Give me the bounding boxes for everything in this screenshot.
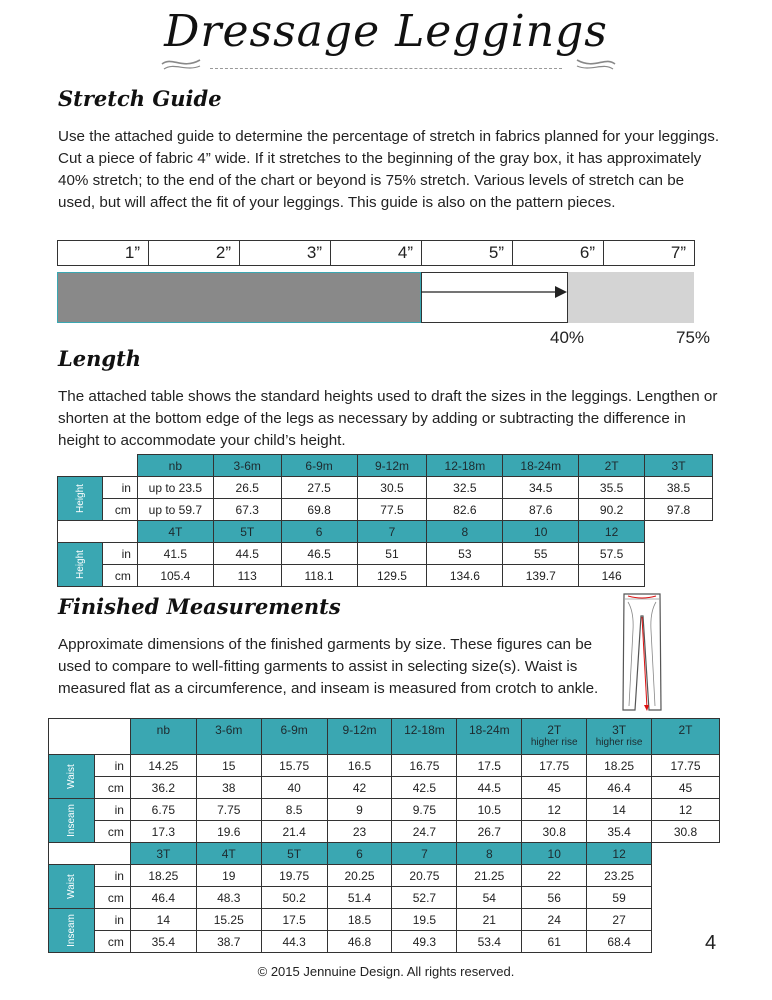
table-cell: 17.5 [261, 909, 327, 931]
table-cell: 12 [522, 799, 587, 821]
finished-measurements-heading: Finished Measurements [58, 594, 341, 619]
size-header: 12 [587, 843, 652, 865]
unit-label: in [94, 865, 130, 887]
stretch-arrow [421, 284, 569, 300]
table-cell: 14.25 [130, 755, 196, 777]
size-header: 18-24m [457, 719, 522, 755]
table-cell: up to 59.7 [137, 499, 213, 521]
page-number: 4 [705, 932, 717, 954]
table-cell: 90.2 [579, 499, 645, 521]
stretch-40-label: 40% [550, 328, 585, 347]
table-cell: 18.25 [587, 755, 652, 777]
finished-size-row [49, 719, 720, 755]
table-cell: 24.7 [392, 821, 457, 843]
right-swirl-ornament [575, 52, 617, 74]
table-cell: 69.8 [281, 499, 357, 521]
table-cell: 46.4 [587, 777, 652, 799]
table-cell: 30.5 [357, 477, 427, 499]
higher-rise-note: higher rise [595, 737, 643, 748]
height-size-row [58, 521, 713, 543]
size-header-higher-rise [587, 719, 652, 755]
height-cm-row [58, 565, 713, 587]
height-cm-row [58, 499, 713, 521]
table-cell: 50.2 [261, 887, 327, 909]
finished-size-row [49, 843, 720, 865]
ruler-mark: 2” [149, 241, 240, 265]
table-cell: 68.4 [587, 931, 652, 953]
unit-label: cm [94, 821, 130, 843]
size-header: 6-9m [261, 719, 327, 755]
table-cell: 17.5 [457, 755, 522, 777]
table-cell: 146 [579, 565, 645, 587]
size-header: 5T [261, 843, 327, 865]
size-header: 10 [503, 521, 579, 543]
waist-in-row [49, 865, 720, 887]
copyright-footer: © 2015 Jennuine Design. All rights reserved. [257, 964, 515, 979]
table-cell: 20.75 [392, 865, 457, 887]
size-header: 6-9m [281, 455, 357, 477]
size-header: 3-6m [196, 719, 261, 755]
table-cell: 32.5 [427, 477, 503, 499]
waist-side-label: Waist [49, 865, 95, 909]
table-cell: 9.75 [392, 799, 457, 821]
table-cell: 10.5 [457, 799, 522, 821]
table-cell: 15.25 [196, 909, 261, 931]
table-cell: 42.5 [392, 777, 457, 799]
table-cell: 38.7 [196, 931, 261, 953]
table-cell: 44.3 [261, 931, 327, 953]
table-cell: 46.5 [281, 543, 357, 565]
table-cell: 27.5 [281, 477, 357, 499]
table-cell: 7.75 [196, 799, 261, 821]
unit-label: cm [94, 887, 130, 909]
ruler-mark: 7” [670, 243, 686, 262]
leggings-diagram [620, 590, 664, 714]
higher-rise-note: higher rise [530, 737, 578, 748]
stretch-guide-paragraph: Use the attached guide to determine the percentage of stretch in fabrics planned for your leggings. Cut a piece of fabric 4” wide. If it stretches to the beginning of the gray box, it has approximately 40% stretch; to the end of the chart or beyond is 75% stretch. Various levels of stretch can be used, but will affect the fit of your leggings. This guide is also on the pattern pieces. [58, 128, 720, 211]
table-cell: 54 [457, 887, 522, 909]
table-cell: 44.5 [457, 777, 522, 799]
table-cell: 30.8 [652, 821, 720, 843]
ruler-mark: 1” [58, 241, 149, 265]
size-header: 2T [652, 719, 720, 755]
table-cell: 53.4 [457, 931, 522, 953]
table-cell: 67.3 [213, 499, 281, 521]
table-cell: 45 [522, 777, 587, 799]
table-cell: 51 [357, 543, 427, 565]
inseam-in-row [49, 909, 720, 931]
table-cell: 6.75 [130, 799, 196, 821]
table-cell: 46.8 [327, 931, 392, 953]
table-cell: 41.5 [137, 543, 213, 565]
table-cell: 26.5 [213, 477, 281, 499]
table-cell: 97.8 [645, 499, 713, 521]
inseam-cm-row [49, 821, 720, 843]
table-cell: 35.5 [579, 477, 645, 499]
table-cell: 34.5 [503, 477, 579, 499]
table-cell: 134.6 [427, 565, 503, 587]
inseam-side-label: Inseam [49, 909, 95, 953]
table-cell: 52.7 [392, 887, 457, 909]
table-cell: 21 [457, 909, 522, 931]
inseam-side-label: Inseam [49, 799, 95, 843]
table-cell: 16.5 [327, 755, 392, 777]
table-cell: 19.75 [261, 865, 327, 887]
stretch-gray-box [57, 272, 421, 323]
table-cell: 40 [261, 777, 327, 799]
table-cell: 57.5 [579, 543, 645, 565]
size-header: 2T [579, 455, 645, 477]
table-cell: 44.5 [213, 543, 281, 565]
table-cell: 17.75 [652, 755, 720, 777]
table-cell: 61 [522, 931, 587, 953]
table-cell: 14 [587, 799, 652, 821]
unit-label: in [94, 799, 130, 821]
table-cell: 105.4 [137, 565, 213, 587]
table-cell: 15 [196, 755, 261, 777]
table-cell: 38 [196, 777, 261, 799]
stretch-75-label: 75% [676, 328, 711, 347]
table-cell: 21.4 [261, 821, 327, 843]
table-cell: 8.5 [261, 799, 327, 821]
table-cell: 77.5 [357, 499, 427, 521]
table-cell: 55 [503, 543, 579, 565]
unit-label: cm [102, 565, 137, 587]
stretch-light-gray-box [568, 272, 694, 323]
unit-label: cm [102, 499, 137, 521]
table-cell: 118.1 [281, 565, 357, 587]
size-header: 8 [457, 843, 522, 865]
unit-label: in [102, 477, 137, 499]
height-in-row [58, 477, 713, 499]
height-side-label: Height [58, 543, 103, 587]
unit-label: cm [94, 777, 130, 799]
table-cell: 22 [522, 865, 587, 887]
size-header: 10 [522, 843, 587, 865]
height-table [57, 454, 713, 587]
title-underline [210, 68, 562, 69]
size-header: 12-18m [427, 455, 503, 477]
size-label: 2T [547, 723, 562, 737]
ruler-mark: 3” [240, 241, 331, 265]
table-cell: 35.4 [587, 821, 652, 843]
waist-in-row [49, 755, 720, 777]
table-cell: 45 [652, 777, 720, 799]
size-header: 9-12m [327, 719, 392, 755]
table-cell: 19.6 [196, 821, 261, 843]
table-cell: 27 [587, 909, 652, 931]
table-cell: 17.3 [130, 821, 196, 843]
table-cell: 56 [522, 887, 587, 909]
ruler-mark: 4” [331, 241, 422, 265]
table-cell: 51.4 [327, 887, 392, 909]
table-cell: 15.75 [261, 755, 327, 777]
table-cell: 38.5 [645, 477, 713, 499]
size-header: 4T [196, 843, 261, 865]
size-header: 6 [327, 843, 392, 865]
size-header: 3T [130, 843, 196, 865]
table-cell: 19.5 [392, 909, 457, 931]
waist-cm-row [49, 887, 720, 909]
height-side-label: Height [58, 477, 103, 521]
table-cell: up to 23.5 [137, 477, 213, 499]
table-cell: 87.6 [503, 499, 579, 521]
table-cell: 17.75 [522, 755, 587, 777]
size-header: 9-12m [357, 455, 427, 477]
finished-measurements-table [48, 718, 720, 953]
finished-measurements-paragraph: Approximate dimensions of the finished garments by size. These figures can be used to compare to well-fitting garments to assist in selecting size(s). Waist is measured flat as a circumference, and inseam is measured from crotch to ankle. [58, 636, 599, 697]
table-cell: 20.25 [327, 865, 392, 887]
waist-side-label: Waist [49, 755, 95, 799]
table-cell: 46.4 [130, 887, 196, 909]
size-header-higher-rise [522, 719, 587, 755]
ruler-mark: 6” [513, 241, 604, 265]
table-cell: 14 [130, 909, 196, 931]
page-title: Dressage Leggings [164, 6, 608, 57]
table-cell: 36.2 [130, 777, 196, 799]
unit-label: in [94, 909, 130, 931]
table-cell: 48.3 [196, 887, 261, 909]
unit-label: in [94, 755, 130, 777]
table-cell: 23.25 [587, 865, 652, 887]
table-cell: 113 [213, 565, 281, 587]
size-header: 18-24m [503, 455, 579, 477]
table-cell: 23 [327, 821, 392, 843]
table-cell: 26.7 [457, 821, 522, 843]
height-size-row [58, 455, 713, 477]
table-cell: 139.7 [503, 565, 579, 587]
unit-label: in [102, 543, 137, 565]
size-header: 12-18m [392, 719, 457, 755]
size-header: 7 [392, 843, 457, 865]
table-cell: 9 [327, 799, 392, 821]
table-cell: 30.8 [522, 821, 587, 843]
size-label: 3T [612, 723, 627, 737]
size-header: nb [130, 719, 196, 755]
table-cell: 82.6 [427, 499, 503, 521]
table-cell: 59 [587, 887, 652, 909]
size-header: 6 [281, 521, 357, 543]
unit-label: cm [94, 931, 130, 953]
ruler-mark: 5” [422, 241, 513, 265]
table-cell: 24 [522, 909, 587, 931]
table-cell: 12 [652, 799, 720, 821]
size-header: 8 [427, 521, 503, 543]
table-cell: 18.5 [327, 909, 392, 931]
length-heading: Length [58, 346, 142, 371]
stretch-ruler [57, 240, 695, 266]
height-in-row [58, 543, 713, 565]
size-header: 4T [137, 521, 213, 543]
size-header: nb [137, 455, 213, 477]
table-cell: 19 [196, 865, 261, 887]
size-header: 5T [213, 521, 281, 543]
table-cell: 18.25 [130, 865, 196, 887]
length-paragraph: The attached table shows the standard heights used to draft the sizes in the leggings. Lengthen or shorten at the bottom edge of the legs as necessary by adding or subtracting the difference in height to accommodate your child’s height. [58, 388, 718, 449]
stretch-guide-heading: Stretch Guide [58, 86, 222, 111]
table-cell: 129.5 [357, 565, 427, 587]
inseam-in-row [49, 799, 720, 821]
table-cell: 16.75 [392, 755, 457, 777]
waist-cm-row [49, 777, 720, 799]
size-header: 7 [357, 521, 427, 543]
size-header: 3-6m [213, 455, 281, 477]
table-cell: 42 [327, 777, 392, 799]
table-cell: 53 [427, 543, 503, 565]
inseam-cm-row [49, 931, 720, 953]
table-cell: 49.3 [392, 931, 457, 953]
table-cell: 35.4 [130, 931, 196, 953]
size-header: 12 [579, 521, 645, 543]
size-header: 3T [645, 455, 713, 477]
table-cell: 21.25 [457, 865, 522, 887]
